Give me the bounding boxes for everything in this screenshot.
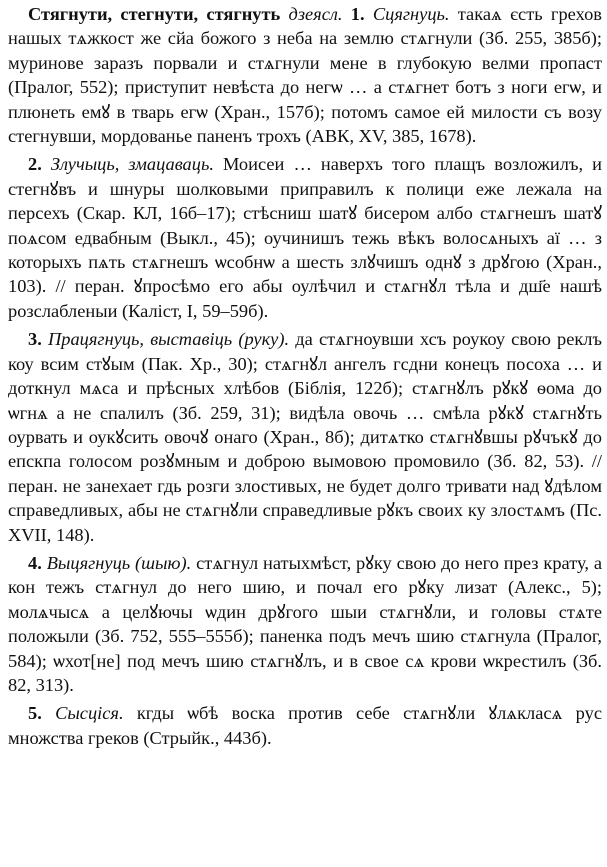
headword: Стягнути, стегнути, стягнуть xyxy=(28,4,281,24)
sense-4 xyxy=(8,551,602,697)
sense-examples: Моисеи … наверхъ того плащъ возложилъ, и стегнꙋвъ и шнуры шолковыми приправилъ к полици еже лежала на персехъ (Скар. КЛ, 16б–17); стѣсниш шатꙋ бисером албо стѧгнешъ шатꙋ поѧсом едвабным (Выкл., 45); оучинишъ тежь вѣкъ волосѧныхъ аї … з которыхъ пѧть стѧгнешъ ѡсобнѡ а шесть злꙋчишъ однꙋ з дрꙋгою (Хран., 103). // перан. ꙋпросѣмо его абы оулѣчил и стѧгнꙋл тѣла и дш҃е нашѣ розслабленыи (Каліст, I, 59–59б). xyxy=(8,154,602,321)
sense-number: 4. xyxy=(28,552,42,573)
sense-definition: Сцягнуць. xyxy=(372,4,450,24)
sense-number: 5. xyxy=(28,703,42,724)
sense-number: 2. xyxy=(28,154,42,175)
sense-number: 3. xyxy=(28,329,42,350)
dictionary-page xyxy=(8,0,602,867)
sense-1 xyxy=(8,2,602,148)
sense-definition: Працягнуць, выставіць (руку). xyxy=(47,329,290,350)
sense-examples: стѧгнул натыхмѣст, рꙋку свою до него през крату, а кон тежъ стѧгнул до него шию, и почал его рꙋку лизат (Алекс., 5); молѧчысѧ а целꙋючы ѡдин дрꙋгого шыи стѧгнꙋли, и головы стѧте положыли (Зб. 752, 555–555б); паненка подъ мечъ шию стѧгнула (Пралог, 584); ѡхот[не] под мечъ шию стѧгнꙋлъ, и в свое сѧ крови ѡкрестилъ (Зб. 82, 313). xyxy=(8,552,602,695)
sense-definition: Выцягнуць (шыю). xyxy=(46,552,192,573)
sense-3 xyxy=(8,327,602,547)
grammar-label: дзеясл. xyxy=(288,4,343,24)
sense-2 xyxy=(8,152,602,323)
sense-examples: кгды ѡбѣ воска против себе стѧгнꙋли ꙋлѧкласѧ рус множства греков (Стрыйк., 443б). xyxy=(8,703,602,748)
sense-number: 1. xyxy=(350,4,365,24)
sense-examples: да стѧгноувши хсъ роукоу свою реклъ коу всим стꙋым (Пак. Хр., 30); стѧгнꙋл ангелъ гсдни конецъ посоха … и доткнул мѧса и прѣсных хлѣбов (Біблія, 122б); стѧгнꙋлъ рꙋкꙋ ѳома до ѡгнѧ а не спалилъ (Зб. 259, 31); видѣла овочь … смѣла рꙋкꙋ стѧгнꙋть оурвать и оукꙋсить овочꙋ онаго (Хран., 8б); дитѧтко стѧгнꙋвшы рꙋчъкꙋ до епскпа голосом розꙋмным и доброю вымовою промовило (Зб. 82, 53). // перан. не занехает гдь розги злостивых, не будет долго тривати над ꙋдѣлом справедливых, абы не стѧгнꙋли справедливые рꙋкъ своих ку злостѧмъ (Пс. XVII, 148). xyxy=(8,329,602,545)
sense-definition: Злучыць, змацаваць. xyxy=(50,154,214,175)
sense-definition: Сысціся. xyxy=(55,703,124,724)
sense-5 xyxy=(8,701,602,750)
sense-examples: такаѧ єсть грехов нашых тѧжкост же сйа божого з неба на землю стѧгнули (Зб. 255, 385б); муринове заразъ порвали и стѧгнули мене в глубокую велми пропаст (Пралог, 552); приступит невѣста до негѡ … а стѧгнет ботъ з ноги егѡ, и плюнеть емꙋ в тварь егѡ (Хран., 157б); потомъ самое ей милости съ возу стегнувши, мордованье паненъ трохъ (АВК, XV, 385, 1678). xyxy=(8,4,602,147)
